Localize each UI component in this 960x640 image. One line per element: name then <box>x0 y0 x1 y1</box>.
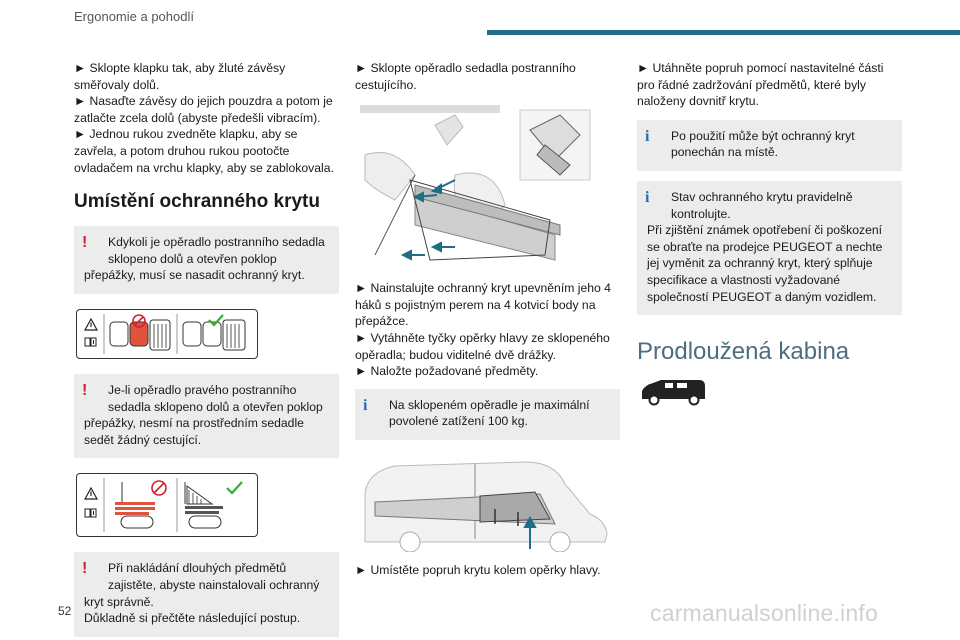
loading-warning-figure <box>76 473 258 537</box>
column-2 <box>355 60 620 579</box>
warning-note <box>74 374 339 458</box>
book-icon <box>85 338 96 346</box>
section-heading: Umístění ochranného krytu <box>74 191 320 213</box>
note-text: přepážky, nesmí na prostředním sedadle sedět žádný cestující. <box>84 416 304 447</box>
cargo-cover-figure <box>355 105 620 270</box>
step-text: ► Nainstalujte ochranný kryt upevněním jeho 4 háků s pojistným perem na 4 kotvicí body na přepážce. <box>355 281 611 329</box>
step-text: ► Sklopte opěradlo sedadla postranního cestujícího. <box>355 61 576 92</box>
warning-note <box>74 226 339 294</box>
header-accent-bar <box>487 30 960 35</box>
note-text: kryt správně. <box>84 594 154 609</box>
note-text: povolené zatížení 100 kg. <box>389 414 528 429</box>
checkmark-icon <box>209 315 223 325</box>
section-heading: Prodloužená kabina <box>637 338 850 366</box>
step-text: ► Naložte požadované předměty. <box>355 364 539 379</box>
step-text: ► Nasaďte závěsy do jejich pouzdra a potom je zatlačte zcela dolů (abyste předešli vibracím). <box>74 94 333 125</box>
van-icon <box>639 377 709 407</box>
info-note <box>637 181 902 315</box>
page-number: 52 <box>58 604 72 618</box>
seat-warning-figure <box>76 309 258 359</box>
warning-triangle-icon <box>85 488 97 499</box>
step-text: ► Umístěte popruh krytu kolem opěrky hlavy. <box>355 562 601 577</box>
note-lead: Po použití může být ochranný kryt <box>671 128 855 143</box>
note-text: Při zjištění známek opotřebení či poškození se obraťte na prodejce PEUGEOT a nechte jej vyměnit za ochranný kryt, který splňuje specifikace a vlastnosti vyžadované společností PEUGEOT a daným vozidlem. <box>647 223 883 304</box>
exclamation-icon: ! <box>82 381 88 399</box>
info-note <box>355 389 620 440</box>
book-icon <box>85 509 96 517</box>
info-note <box>637 120 902 171</box>
info-icon: i <box>363 396 368 414</box>
note-lead: Kdykoli je opěradlo postranního sedadla sklopeno dolů a otevřen poklop <box>108 235 325 266</box>
watermark: carmanualsonline.info <box>650 600 878 626</box>
step-text: ► Vytáhněte tyčky opěrky hlavy ze sklopeného opěradla; budou viditelné dvě drážky. <box>355 330 610 362</box>
note-lead: Na sklopeném opěradle je maximální <box>389 397 590 412</box>
warning-note <box>74 552 339 636</box>
note-lead: Při nakládání dlouhých předmětů zajistěte, abyste nainstalovali ochranný <box>108 561 320 592</box>
note-text: Důkladně si přečtěte následující postup. <box>84 611 301 626</box>
exclamation-icon: ! <box>82 560 88 578</box>
step-text: ► Sklopte klapku tak, aby žluté závěsy směřovaly dolů. <box>74 61 286 92</box>
info-icon: i <box>645 188 650 206</box>
page-header-title: Ergonomie a pohodlí <box>74 9 194 24</box>
column-3 <box>637 60 902 407</box>
note-text: ponechán na místě. <box>671 145 779 160</box>
note-text: kontrolujte. <box>671 206 731 221</box>
column-1 <box>74 60 339 637</box>
note-lead: Stav ochranného krytu pravidelně <box>671 189 853 204</box>
warning-triangle-icon <box>85 319 97 330</box>
exclamation-icon: ! <box>82 234 88 252</box>
note-text: přepážky, musí se nasadit ochranný kryt. <box>84 268 305 283</box>
note-lead: Je-li opěradlo pravého postranního sedadla sklopeno dolů a otevřen poklop <box>108 382 323 414</box>
info-icon: i <box>645 127 650 145</box>
step-text: ► Utáhněte popruh pomocí nastavitelné části pro řádné zadržování předmětů, které byly naloženy dovnitř krytu. <box>637 61 884 109</box>
step-text: ► Jednou rukou zvedněte klapku, aby se zavřela, a potom druhou rukou pootočte ovladačem na vrchu klapky, aby se zablokovala. <box>74 127 334 175</box>
checkmark-icon <box>227 482 242 493</box>
van-side-figure <box>355 454 620 552</box>
prohibited-icon <box>152 481 166 495</box>
